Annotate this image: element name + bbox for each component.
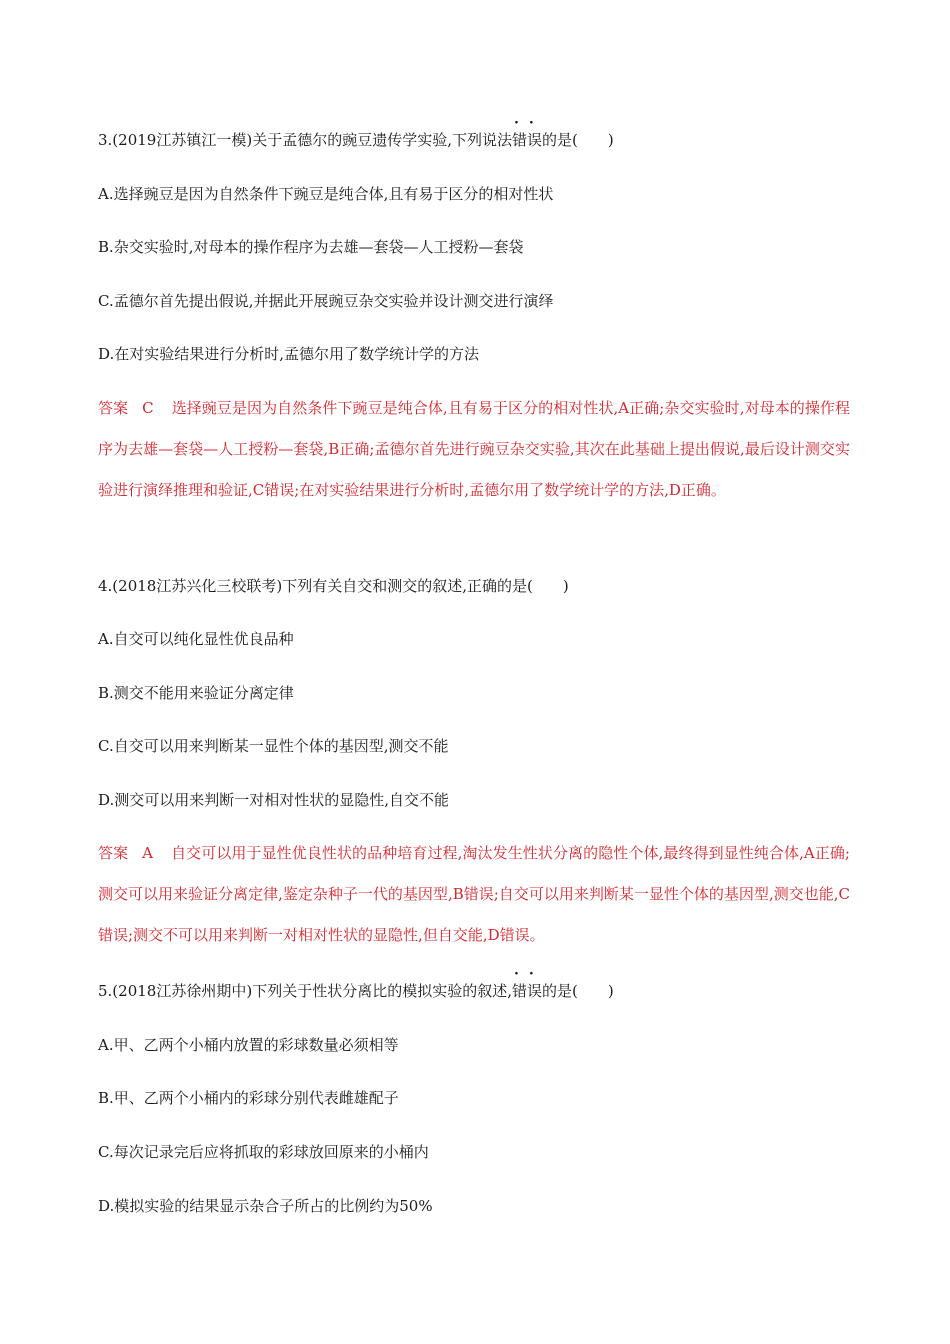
question-4-paren-close: ) — [562, 577, 569, 595]
question-3-option-b: B.杂交实验时,对母本的操作程序为去雄—套袋—人工授粉—套袋 — [98, 238, 524, 256]
question-4-option-c: C.自交可以用来判断某一显性个体的基因型,测交不能 — [98, 737, 449, 755]
question-5-paren-close: ) — [607, 982, 614, 1000]
question-5-stem — [98, 981, 614, 1001]
answer-key: A — [142, 844, 154, 862]
question-4-option-a: A.自交可以纯化显性优良品种 — [98, 630, 294, 648]
answer-explanation: 自交可以用于显性优良性状的品种培育过程,淘汰发生性状分离的隐性个体,最终得到显性纯合体,A正确;测交可以用来验证分离定律,鉴定杂种子一代的基因型,B错误;自交可以用来判断某一显性个体的基因型,测交也能,C错误;测交不可以用来判断一对相对性状的显隐性,但自交能,D错误。 — [98, 844, 850, 944]
question-3-answer — [98, 388, 850, 511]
question-5-option-a: A.甲、乙两个小桶内放置的彩球数量必须相等 — [98, 1036, 399, 1054]
question-3-stem-tail: 的是( — [541, 131, 578, 149]
question-3-stem-text: 3.(2019江苏镇江一模)关于孟德尔的豌豆遗传学实验,下列说法 — [98, 131, 512, 149]
question-5-emphasis: · · 错误 — [512, 981, 542, 1001]
answer-label: 答案 — [98, 399, 129, 417]
question-4-answer — [98, 833, 850, 956]
answer-explanation: 选择豌豆是因为自然条件下豌豆是纯合体,且有易于区分的相对性状,A正确;杂交实验时,对母本的操作程序为去雄—套袋—人工授粉—套袋,B正确;孟德尔首先进行豌豆杂交实验,其次在此基础上提出假说,最后设计测交实验进行演绎推理和验证,C错误;在对实验结果进行分析时,孟德尔用了数学统计学的方法,D正确。 — [98, 399, 850, 499]
answer-key: C — [142, 399, 154, 417]
question-4-option-b: B.测交不能用来验证分离定律 — [98, 684, 294, 702]
question-5-stem-text: 5.(2018江苏徐州期中)下列关于性状分离比的模拟实验的叙述, — [98, 982, 512, 1000]
question-3-paren-close: ) — [607, 131, 614, 149]
answer-label: 答案 — [98, 844, 129, 862]
question-5-option-b: B.甲、乙两个小桶内的彩球分别代表雌雄配子 — [98, 1089, 399, 1107]
question-4-stem-text: 4.(2018江苏兴化三校联考)下列有关自交和测交的叙述,正确的是( — [98, 577, 533, 595]
question-3-option-c: C.孟德尔首先提出假说,并据此开展豌豆杂交实验并设计测交进行演绎 — [98, 292, 554, 310]
question-3-option-d: D.在对实验结果进行分析时,孟德尔用了数学统计学的方法 — [98, 345, 480, 363]
question-5-option-d: D.模拟实验的结果显示杂合子所占的比例约为50% — [98, 1197, 433, 1215]
question-3-option-a: A.选择豌豆是因为自然条件下豌豆是纯合体,且有易于区分的相对性状 — [98, 185, 554, 203]
question-3-emphasis: · · 错误 — [512, 130, 542, 150]
question-4-option-d: D.测交可以用来判断一对相对性状的显隐性,自交不能 — [98, 791, 450, 809]
question-5-option-c: C.每次记录完后应将抓取的彩球放回原来的小桶内 — [98, 1143, 429, 1161]
question-5-stem-tail: 的是( — [541, 982, 578, 1000]
question-4-stem — [98, 576, 569, 596]
question-3-stem — [98, 130, 614, 150]
